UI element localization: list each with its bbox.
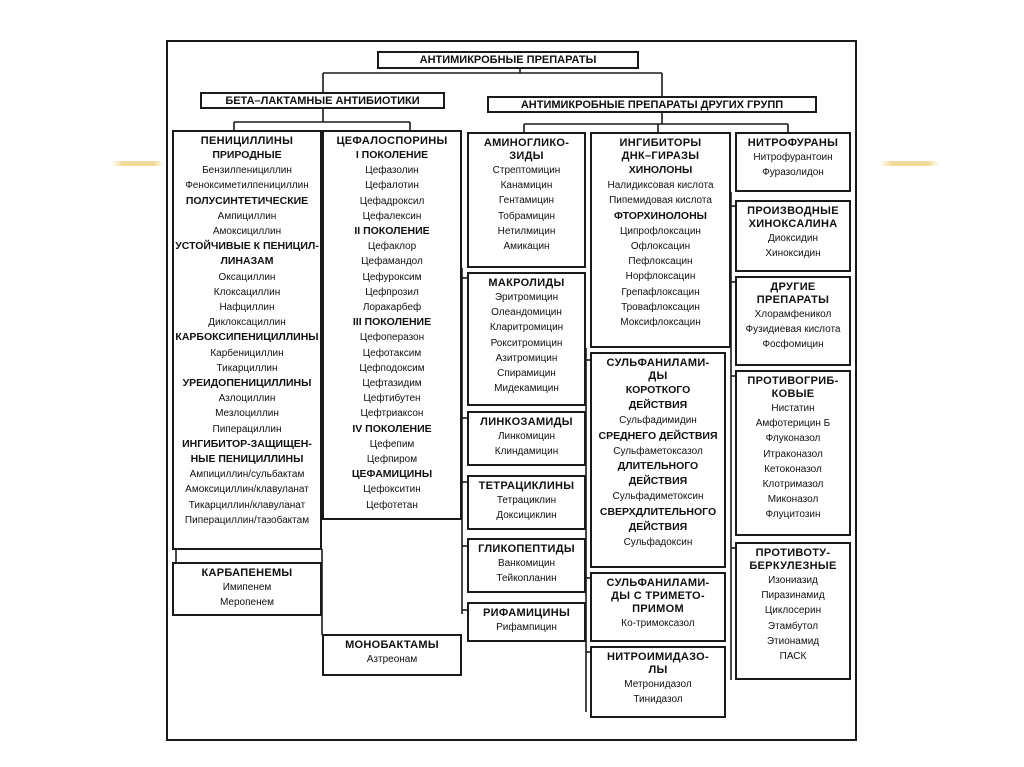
subgroup-heading: ДЕЙСТВИЯ (628, 399, 688, 412)
drug-name: Хиноксидин (765, 248, 821, 260)
drug-name: Лоракарбеф (362, 302, 422, 314)
box-header-line: ПЕНИЦИЛЛИНЫ (200, 135, 294, 147)
box-header-line: ДРУГИЕ (770, 281, 816, 293)
subgroup-heading: ПРИРОДНЫЕ (212, 149, 282, 161)
drug-name: Оксациллин (218, 271, 276, 283)
drug-name: Сульфаметоксазол (613, 445, 703, 457)
drug-name: Кетоконазол (764, 463, 822, 475)
antifungal-box (735, 370, 851, 536)
drug-name: Норфлоксацин (625, 271, 696, 283)
drug-name: Цефуроксим (362, 271, 422, 283)
drug-name: Сульфадоксин (623, 537, 693, 549)
quinoxaline-derivatives-box (735, 200, 851, 272)
drug-name: Ампициллин/сульбактам (189, 469, 305, 481)
drug-name: Нетилмицин (497, 225, 556, 237)
drug-name: Азтреонам (366, 654, 418, 665)
drug-name: Тетрациклин (496, 495, 557, 506)
penicillins-box (172, 130, 322, 550)
drug-name: Флуконазол (765, 433, 821, 445)
beta-lactam-title: БЕТА–ЛАКТАМНЫЕ АНТИБИОТИКИ (200, 92, 445, 109)
drug-name: Цефотаксим (362, 347, 422, 359)
drug-name: Миконазол (767, 494, 819, 506)
box-header-line: ХИНОКСАЛИНА (748, 218, 838, 230)
box-header-line: ЛИНКОЗАМИДЫ (480, 416, 573, 428)
drug-name: Флуцитозин (765, 509, 821, 521)
box-header-line: ДЫ (648, 370, 668, 382)
drug-name: Ванкомицин (497, 558, 556, 569)
drug-name: Налидиксовая кислота (607, 180, 714, 192)
drug-name: Клоксациллин (213, 286, 281, 298)
drug-name: Стрептомицин (492, 165, 561, 176)
subgroup-heading: ЦЕФАМИЦИНЫ (351, 468, 433, 481)
box-header-line: ТЕТРАЦИКЛИНЫ (478, 480, 575, 492)
drug-name: Цефподоксим (359, 362, 425, 374)
drug-name: Амоксициллин (212, 226, 282, 238)
drug-name: Цефпиром (366, 454, 418, 466)
drug-name: Азлоциллин (218, 393, 276, 405)
drug-name: Цефотетан (366, 499, 418, 511)
drug-name: Цефамандол (361, 256, 423, 268)
box-header-line: МАКРОЛИДЫ (488, 277, 565, 289)
drug-name: Кларитромицин (489, 322, 564, 334)
drug-name: ПАСК (779, 651, 807, 663)
drug-name: Рифампицин (496, 622, 557, 633)
drug-name: Цефтриаксон (360, 408, 424, 420)
drug-name: Тобрамицин (497, 210, 556, 222)
drug-name: Цефалотин (365, 180, 419, 192)
box-header-line: АМИНОГЛИКО- (483, 137, 570, 149)
nitrofurans-box (735, 132, 851, 192)
drug-name: Клиндамицин (494, 446, 559, 458)
drug-name: Доксициклин (496, 510, 557, 522)
dna-gyrase-inhibitors-box (590, 132, 731, 348)
box-header-line: КОВЫЕ (771, 388, 815, 400)
drug-name: Тинидазол (633, 694, 683, 706)
drug-name: Линкомицин (497, 431, 556, 442)
aminoglycosides-box (467, 132, 586, 268)
box-header-line: ИНГИБИТОРЫ (619, 137, 702, 149)
box-header-line: ДЫ С ТРИМЕТО- (611, 590, 705, 602)
drug-name: Сульфадиметоксин (612, 491, 704, 503)
drug-name: Тейкопланин (496, 573, 557, 585)
subgroup-heading: IV ПОКОЛЕНИЕ (352, 422, 432, 435)
box-header-line: РИФАМИЦИНЫ (482, 607, 571, 619)
subgroup-heading: НЫЕ ПЕНИЦИЛЛИНЫ (190, 453, 304, 466)
drug-name: Цефокситин (363, 484, 421, 496)
subgroup-heading: ФТОРХИНОЛОНЫ (614, 209, 707, 222)
drug-name: Диклоксациллин (208, 317, 286, 329)
drug-name: Изониазид (768, 575, 818, 586)
cephalosporins-box (322, 130, 462, 520)
drug-name: Нитрофурантоин (753, 152, 833, 163)
drug-name: Амфотерицин Б (755, 418, 831, 430)
subgroup-heading: УСТОЙЧИВЫЕ К ПЕНИЦИЛ- (175, 240, 319, 253)
subgroup-heading: УРЕИДОПЕНИЦИЛЛИНЫ (182, 377, 312, 390)
drug-name: Гентамицин (498, 195, 555, 207)
box-header-line: ПРОТИВОТУ- (755, 547, 831, 559)
subgroup-heading: ПОЛУСИНТЕТИЧЕСКИЕ (185, 194, 309, 207)
drug-name: Пиперациллин (212, 423, 282, 435)
drug-name: Хлорамфеникол (754, 309, 832, 320)
drug-name: Клотримазол (762, 479, 824, 491)
drug-name: Цефтибутен (363, 393, 421, 405)
drug-name: Мезлоциллин (215, 408, 279, 420)
subgroup-heading: СРЕДНЕГО ДЕЙСТВИЯ (598, 429, 718, 442)
drug-name: Нистатин (771, 403, 815, 414)
box-header-line: БЕРКУЛЕЗНЫЕ (749, 560, 837, 572)
box-header-line: НИТРОФУРАНЫ (747, 137, 839, 149)
drug-name: Ко-тримоксазол (621, 618, 695, 629)
drug-name: Пиперациллин/тазобактам (184, 514, 310, 526)
drug-name: Моксифлоксацин (620, 317, 701, 329)
drug-name: Сульфадимидин (619, 415, 697, 427)
drug-name: Фуразолидон (762, 167, 824, 179)
drug-name: Цефоперазон (359, 332, 425, 344)
drug-name: Цефазолин (365, 165, 419, 177)
drug-name: Имипенем (222, 582, 272, 593)
drug-name: Цефтазидим (362, 378, 422, 390)
drug-name: Тикарциллин (216, 362, 278, 374)
subgroup-heading: II ПОКОЛЕНИЕ (354, 225, 430, 238)
drug-name: Азитромицин (495, 352, 558, 364)
glycopeptides-box (467, 538, 586, 593)
box-header-line: ПРОТИВОГРИБ- (747, 375, 839, 387)
box-header-line: ПРОИЗВОДНЫЕ (747, 205, 839, 217)
lincosamides-box (467, 411, 586, 466)
drug-name: Грепафлоксацин (621, 286, 700, 298)
other-drugs-box (735, 276, 851, 366)
antituberculosis-box (735, 542, 851, 680)
drug-name: Метронидазол (624, 679, 692, 690)
box-header-line: ПРЕПАРАТЫ (756, 294, 830, 306)
drug-name: Бензилпенициллин (202, 165, 292, 177)
subgroup-heading: КАРБОКСИПЕНИЦИЛЛИНЫ (175, 331, 319, 344)
drug-name: Ципрофлоксацин (620, 225, 701, 237)
drug-name: Ампициллин (217, 210, 277, 222)
rifamycins-box (467, 602, 586, 642)
drug-name: Пиразинамид (761, 590, 825, 602)
drug-name: Итраконазол (763, 448, 823, 460)
monobactams-box (322, 634, 462, 676)
subgroup-heading: III ПОКОЛЕНИЕ (352, 316, 432, 329)
drug-name: Спирамицин (497, 368, 556, 380)
drug-name: Этамбутол (767, 620, 819, 632)
drug-name: Пипемидовая кислота (609, 195, 712, 207)
drug-name: Фосфомицин (762, 339, 824, 351)
box-header-line: МОНОБАКТАМЫ (345, 639, 439, 651)
macrolides-box (467, 272, 586, 406)
root-title: АНТИМИКРОБНЫЕ ПРЕПАРАТЫ (377, 51, 639, 69)
drug-name: Карбенициллин (210, 347, 284, 359)
drug-name: Офлоксацин (630, 241, 691, 253)
drug-name: Канамицин (500, 180, 553, 192)
drug-name: Цефалексин (362, 210, 422, 222)
box-header-line: ПРИМОМ (632, 603, 684, 615)
drug-name: Цефадроксил (359, 195, 425, 207)
subgroup-heading: ЛИНАЗАМ (220, 255, 274, 268)
drug-name: Феноксиметилпенициллин (185, 180, 309, 192)
drug-name: Тровафлоксацин (621, 301, 700, 313)
drug-name: Пефлоксацин (628, 256, 693, 268)
drug-name: Меропенем (219, 597, 275, 609)
subgroup-heading: ИНГИБИТОР-ЗАЩИЩЕН- (182, 437, 312, 450)
drug-name: Мидекамицин (494, 383, 559, 395)
box-header-line: СУЛЬФАНИЛАМИ- (606, 357, 710, 369)
subgroup-heading: I ПОКОЛЕНИЕ (355, 149, 429, 161)
box-header-line: ЗИДЫ (509, 150, 544, 162)
tetracyclines-box (467, 475, 586, 530)
subgroup-heading: КОРОТКОГО (625, 384, 691, 396)
box-header-line: ГЛИКОПЕПТИДЫ (478, 543, 575, 555)
other-groups-title: АНТИМИКРОБНЫЕ ПРЕПАРАТЫ ДРУГИХ ГРУПП (487, 96, 817, 113)
box-header-line: ЛЫ (648, 664, 668, 676)
box-header-line: СУЛЬФАНИЛАМИ- (606, 577, 710, 589)
drug-name: Амоксициллин/клавуланат (185, 484, 309, 496)
subgroup-heading: ДЕЙСТВИЯ (628, 520, 688, 533)
box-header-line: КАРБАПЕНЕМЫ (201, 567, 293, 579)
subgroup-heading: ХИНОЛОНЫ (628, 164, 693, 176)
drug-name: Диоксидин (768, 233, 818, 244)
drug-name: Цефепим (369, 438, 415, 450)
subgroup-heading: СВЕРХДЛИТЕЛЬНОГО (599, 505, 717, 518)
carbapenems-box (172, 562, 322, 616)
subgroup-heading: ДЛИТЕЛЬНОГО (617, 460, 699, 473)
drug-name: Нафциллин (219, 302, 275, 314)
box-header-line: ЦЕФАЛОСПОРИНЫ (336, 135, 448, 147)
drug-name: Этионамид (766, 635, 820, 647)
box-header-line: НИТРОИМИДАЗО- (607, 651, 709, 663)
sulfonamides-box (590, 352, 726, 568)
subgroup-heading: ДЕЙСТВИЯ (628, 475, 688, 488)
drug-name: Рокситромицин (490, 337, 563, 349)
box-header-line: ДНК–ГИРАЗЫ (621, 150, 700, 162)
drug-name: Циклосерин (764, 605, 822, 617)
drug-name: Фузидиевая кислота (745, 324, 841, 336)
drug-name: Цефпрозил (365, 286, 419, 298)
drug-name: Эритромицин (494, 292, 559, 303)
sulfonamides-trimethoprim-box (590, 572, 726, 642)
drug-name: Цефаклор (367, 241, 417, 253)
drug-name: Амикацин (503, 241, 550, 253)
drug-name: Олеандомицин (491, 307, 562, 319)
nitroimidazoles-box (590, 646, 726, 718)
drug-name: Тикарциллин/клавуланат (188, 499, 306, 511)
